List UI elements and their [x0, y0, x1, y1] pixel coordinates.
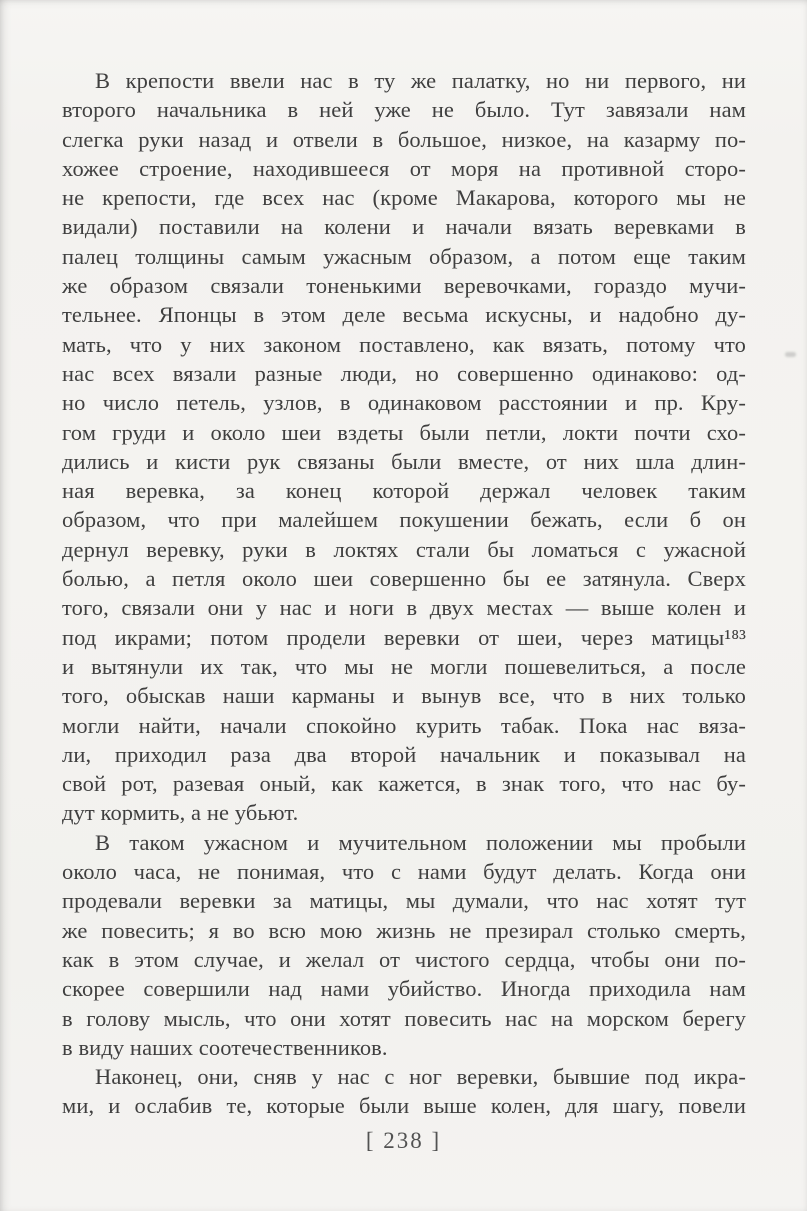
text-line: но число петель, узлов, в одинаковом расстоянии и пр. Кру-: [62, 390, 746, 416]
text-line: свой рот, разевая оный, как кажется, в знак того, что нас бу-: [62, 771, 746, 797]
text-line: могли найти, начали спокойно курить табак. Пока нас вяза-: [62, 712, 746, 738]
text-line: в виду наших соотечественников.: [62, 1034, 388, 1060]
text-line: Наконец, они, сняв у нас с ног веревки, бывшие под икра-: [95, 1064, 746, 1090]
text-line: скорее совершили над нами убийство. Иногда приходила нам: [62, 976, 746, 1002]
text-line: ми, и ослабив те, которые были выше колен, для шагу, повели: [62, 1093, 746, 1119]
text-block: [62, 66, 746, 1121]
text-line: болью, а петля около шеи совершенно бы ее затянула. Сверх: [62, 566, 746, 592]
text-line: же образом связали тоненькими веревочками, гораздо мучи-: [62, 273, 746, 299]
text-line: второго начальника в ней уже не было. Тут завязали нам: [62, 97, 746, 123]
text-line: тельнее. Японцы в этом деле весьма искусны, и надобно ду-: [62, 302, 746, 328]
text-line: мать, что у них законом поставлено, как вязать, потому что: [62, 331, 746, 357]
text-line: нас всех вязали разные люди, но совершенно одинаково: од-: [62, 360, 746, 386]
text-line: В таком ужасном и мучительном положении мы пробыли: [95, 829, 746, 855]
text-line: же повесить; я во всю мою жизнь не презирал столько смерть,: [62, 917, 746, 943]
text-line: того, связали они у нас и ноги в двух местах — выше колен и: [62, 595, 746, 621]
text-line: продевали веревки за матицы, мы думали, что нас хотят тут: [62, 888, 746, 914]
text-line: дут кормить, а не убьют.: [62, 800, 299, 826]
scan-artifact: [785, 352, 796, 357]
text-line: гом груди и около шеи вздеты были петли, локти почти схо-: [62, 419, 746, 445]
text-line: хожее строение, находившееся от моря на противной сторо-: [62, 155, 746, 181]
text-line: под икрами; потом продели веревки от шеи, через матицы¹⁸³: [62, 624, 746, 650]
text-line: в голову мысль, что они хотят повесить нас на морском берегу: [62, 1005, 746, 1031]
text-line: дернул веревку, руки в локтях стали бы ломаться с ужасной: [62, 536, 746, 562]
paragraph: [62, 828, 746, 1062]
text-line: и вытянули их так, что мы не могли пошевелиться, а после: [62, 653, 746, 679]
page-number: [ 238 ]: [365, 1128, 442, 1153]
text-line: образом, что при малейшем покушении бежать, если б он: [62, 507, 746, 533]
text-line: того, обыскав наши карманы и вынув все, что в них только: [62, 683, 746, 709]
text-line: слегка руки назад и отвели в большое, низкое, на казарму по-: [62, 126, 746, 152]
text-line: около часа, не понимая, что с нами будут делать. Когда они: [62, 859, 746, 885]
text-line: ная веревка, за конец которой держал человек таким: [62, 478, 746, 504]
text-line: палец толщины самым ужасным образом, а потом еще таким: [62, 243, 746, 269]
text-line: В крепости ввели нас в ту же палатку, но ни первого, ни: [95, 68, 746, 93]
text-line: видали) поставили на колени и начали вязать веревками в: [62, 214, 746, 240]
text-line: дились и кисти рук связаны были вместе, от них шла длин-: [62, 448, 746, 474]
text-line: как в этом случае, и желал от чистого сердца, чтобы они по-: [62, 946, 746, 972]
text-line: не крепости, где всех нас (кроме Макарова, которого мы не: [62, 185, 746, 211]
text-line: ли, приходил раза два второй начальник и показывал на: [62, 741, 746, 767]
paragraph: [62, 66, 746, 828]
paragraph: [62, 1062, 746, 1121]
